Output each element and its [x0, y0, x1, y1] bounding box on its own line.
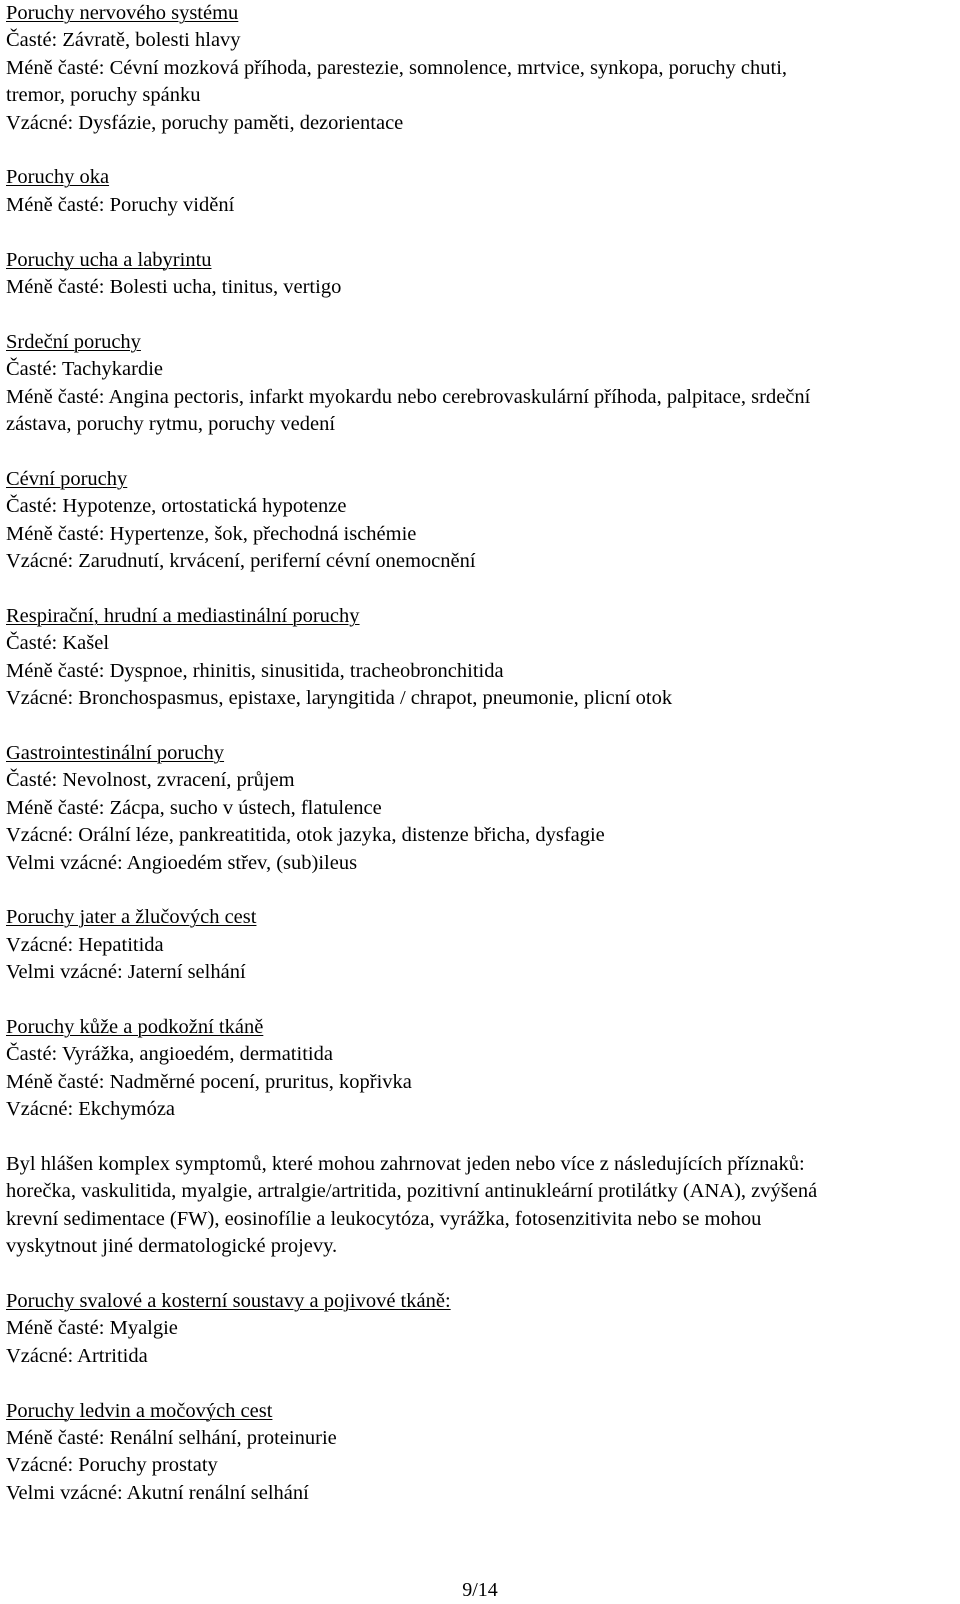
section-heading: Poruchy oka — [6, 166, 110, 189]
section-heading: Srdeční poruchy — [6, 330, 141, 353]
section-heading: Respirační, hrudní a mediastinální poruchy — [6, 604, 360, 627]
section-line: Vzácné: Artritida — [6, 1344, 148, 1367]
section-line: Vzácné: Orální léze, pankreatitida, otok jazyka, distenze břicha, dysfagie — [6, 824, 605, 847]
section-skin — [6, 1014, 954, 1124]
paragraph-line: krevní sedimentace (FW), eosinofílie a leukocytóza, vyrážka, fotosenzitivita nebo se mohou — [6, 1207, 762, 1230]
section-line: Časté: Závratě, bolesti hlavy — [6, 29, 241, 52]
section-line: Méně časté: Nadměrné pocení, pruritus, kopřivka — [6, 1070, 412, 1093]
section-line: Velmi vzácné: Jaterní selhání — [6, 961, 246, 984]
section-line: Časté: Tachykardie — [6, 358, 164, 381]
paragraph-line: vyskytnout jiné dermatologické projevy. — [6, 1235, 338, 1258]
syndrome-paragraph — [6, 1151, 954, 1261]
section-line: Vzácné: Dysfázie, poruchy paměti, dezorientace — [6, 111, 404, 134]
section-line: Méně časté: Angina pectoris, infarkt myokardu nebo cerebrovaskulární příhoda, palpitace, srdeční — [6, 385, 811, 408]
section-liver — [6, 904, 954, 986]
section-line: Velmi vzácné: Akutní renální selhání — [6, 1481, 309, 1504]
section-line: Méně časté: Myalgie — [6, 1317, 178, 1340]
section-line: tremor, poruchy spánku — [6, 84, 201, 107]
section-line: Méně časté: Dyspnoe, rhinitis, sinusitida, tracheobronchitida — [6, 659, 504, 682]
section-line: Méně časté: Hypertenze, šok, přechodná ischémie — [6, 522, 417, 545]
section-cardiac — [6, 329, 954, 439]
section-line: Velmi vzácné: Angioedém střev, (sub)ileus — [6, 851, 358, 874]
section-gastrointestinal — [6, 740, 954, 877]
section-line: Časté: Nevolnost, zvracení, průjem — [6, 769, 295, 792]
section-heading: Poruchy svalové a kosterní soustavy a pojivové tkáně: — [6, 1289, 451, 1312]
section-line: Méně časté: Bolesti ucha, tinitus, vertigo — [6, 276, 342, 299]
section-eye — [6, 164, 954, 219]
section-heading: Poruchy jater a žlučových cest — [6, 906, 257, 929]
section-ear — [6, 247, 954, 302]
section-line: Méně časté: Zácpa, sucho v ústech, flatulence — [6, 796, 382, 819]
section-line: Vzácné: Hepatitida — [6, 933, 164, 956]
section-nervous-system — [6, 0, 954, 137]
section-renal — [6, 1398, 954, 1508]
section-heading: Poruchy ucha a labyrintu — [6, 248, 212, 271]
section-line: Vzácné: Ekchymóza — [6, 1098, 176, 1121]
section-heading: Poruchy nervového systému — [6, 2, 239, 24]
section-respiratory — [6, 603, 954, 713]
document-page — [6, 0, 954, 1535]
section-heading: Poruchy kůže a podkožní tkáně — [6, 1015, 264, 1038]
section-line: zástava, poruchy rytmu, poruchy vedení — [6, 413, 336, 436]
section-line: Vzácné: Poruchy prostaty — [6, 1454, 218, 1477]
page-number: 9/14 — [462, 1579, 498, 1601]
section-line: Časté: Hypotenze, ortostatická hypotenze — [6, 495, 347, 518]
section-line: Časté: Vyrážka, angioedém, dermatitida — [6, 1043, 333, 1066]
section-line: Vzácné: Bronchospasmus, epistaxe, laryngitida / chrapot, pneumonie, plicní otok — [6, 687, 673, 710]
section-line: Méně časté: Cévní mozková příhoda, parestezie, somnolence, mrtvice, synkopa, poruchy chuti, — [6, 56, 788, 79]
section-vascular — [6, 466, 954, 576]
section-heading: Poruchy ledvin a močových cest — [6, 1399, 273, 1422]
section-line: Méně časté: Renální selhání, proteinurie — [6, 1426, 337, 1449]
paragraph-line: horečka, vaskulitida, myalgie, artralgie/artritida, pozitivní antinukleární protilátky (ANA), zvýšená — [6, 1180, 818, 1203]
section-line: Vzácné: Zarudnutí, krvácení, periferní cévní onemocnění — [6, 550, 476, 573]
section-heading: Gastrointestinální poruchy — [6, 741, 225, 764]
section-line: Časté: Kašel — [6, 632, 110, 655]
paragraph-line: Byl hlášen komplex symptomů, které mohou zahrnovat jeden nebo více z následujících příznaků: — [6, 1152, 805, 1175]
section-heading: Cévní poruchy — [6, 467, 128, 490]
section-line: Méně časté: Poruchy vidění — [6, 193, 235, 216]
section-musculoskeletal — [6, 1288, 954, 1370]
